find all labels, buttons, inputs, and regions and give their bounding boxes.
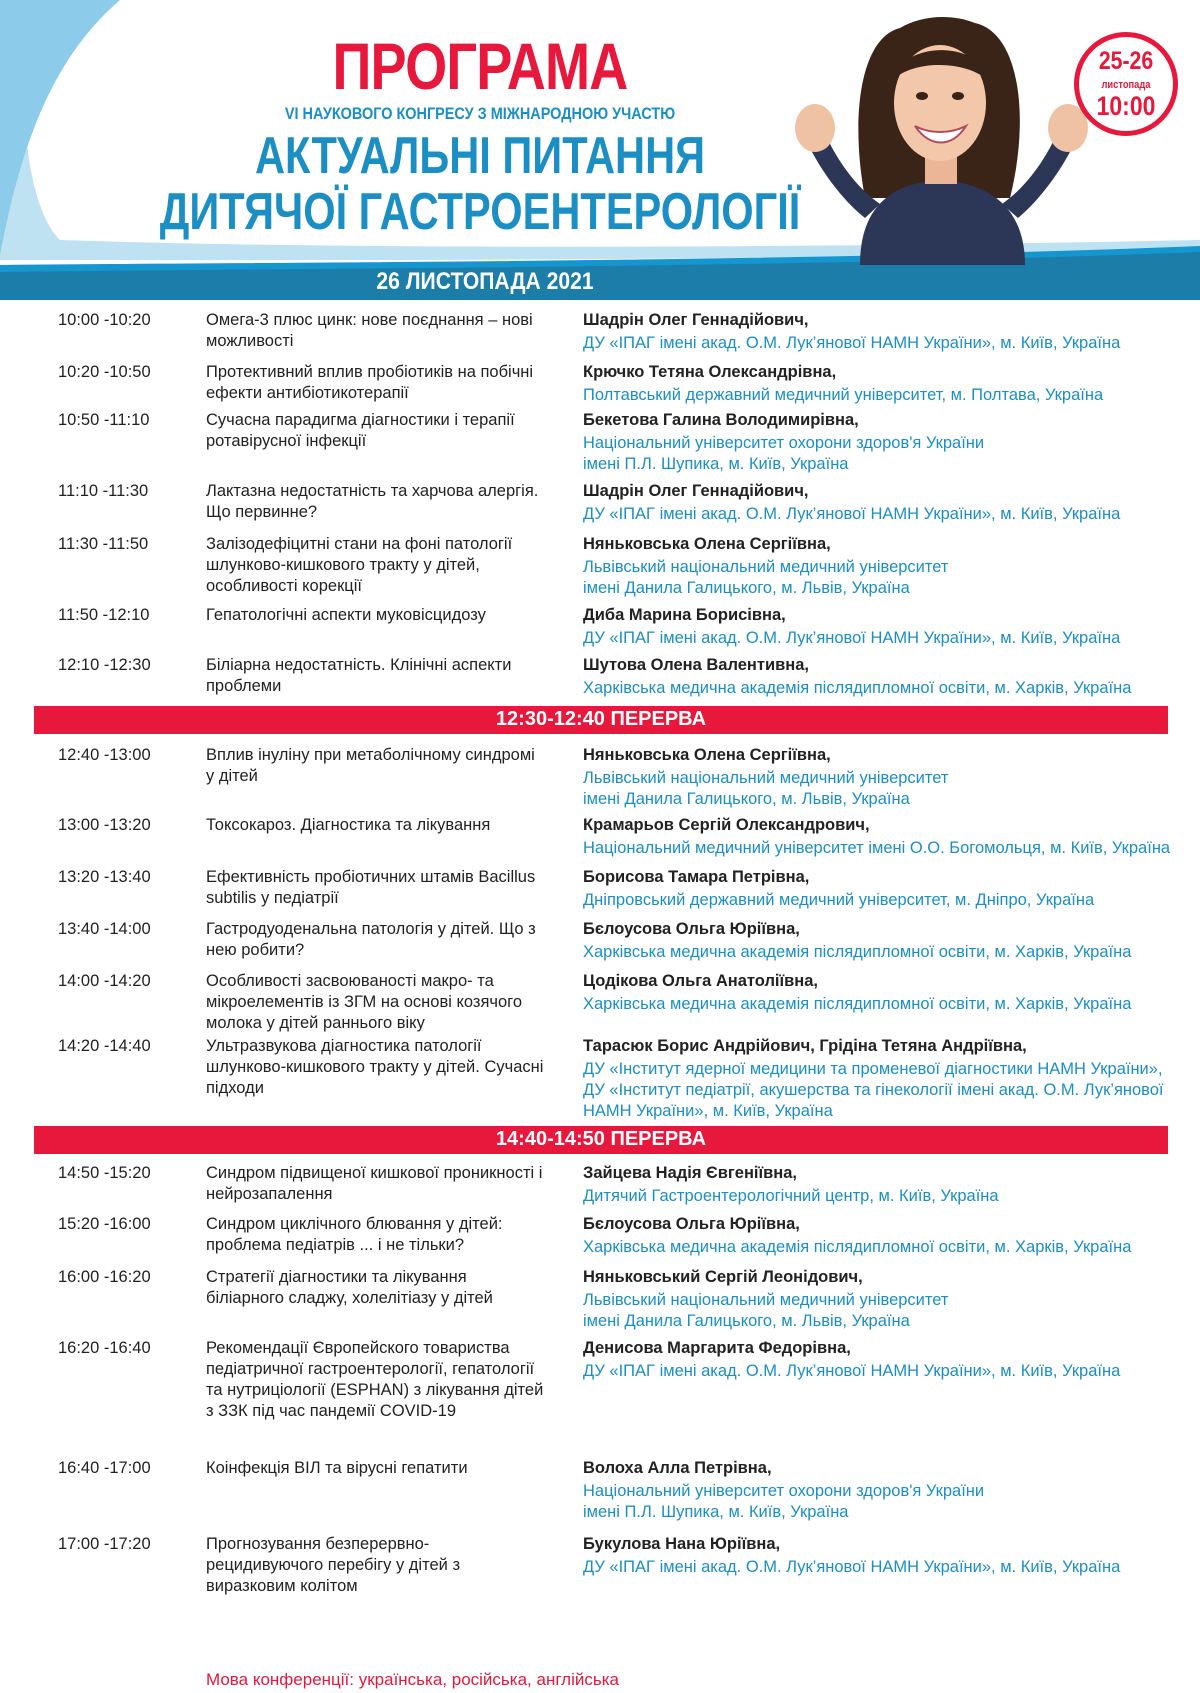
- session-affiliation: Харківська медична академія післядипломної освіти, м. Харків, Україна: [583, 1238, 1132, 1256]
- session-speaker: Няньковський Сергій Леонідович,: [583, 1268, 863, 1286]
- session-time: 12:10 -12:30: [58, 656, 151, 674]
- session-speaker: Няньковська Олена Сергіївна,: [583, 746, 831, 764]
- session-time: 12:40 -13:00: [58, 746, 151, 764]
- break-label: 12:30-12:40 ПЕРЕРВА: [495, 708, 707, 730]
- session-speaker: Цодікова Ольга Анатоліївна,: [583, 972, 819, 990]
- date-bar: 26 ЛИСТОПАДА 2021: [376, 268, 594, 295]
- break-label: 14:40-14:50 ПЕРЕРВА: [495, 1128, 707, 1150]
- date-badge: [1074, 32, 1178, 136]
- session-speaker: Крамарьов Сергій Олександрович,: [583, 816, 870, 834]
- session-topic: Ефективність пробіотичних штамів Bacillus subtilis у педіатрії: [206, 868, 536, 907]
- session-speaker: Шадрін Олег Геннадійович,: [583, 311, 809, 329]
- session-affiliation: Львівський національний медичний університет імені Данила Галицького, м. Львів, Україна: [583, 558, 949, 597]
- session-speaker: Букулова Нана Юріївна,: [583, 1535, 781, 1553]
- session-speaker: Тарасюк Борис Андрійович, Грідіна Тетяна Андріївна,: [583, 1037, 1027, 1055]
- session-speaker: Крючко Тетяна Олександрівна,: [583, 363, 837, 381]
- session-speaker: Бекетова Галина Володимирівна,: [583, 411, 859, 429]
- session-time: 14:00 -14:20: [58, 972, 151, 990]
- session-speaker: Зайцева Надія Євгеніївна,: [583, 1164, 798, 1182]
- session-time: 16:40 -17:00: [58, 1459, 151, 1477]
- header: [0, 0, 1200, 300]
- session-time: 11:30 -11:50: [58, 535, 149, 553]
- congress-main-title: [96, 128, 864, 240]
- session-topic: Коінфекція ВІЛ та вірусні гепатити: [206, 1459, 468, 1477]
- session-topic: Гепатологічні аспекти муковісцидозу: [206, 606, 486, 624]
- session-speaker: Волоха Алла Петрівна,: [583, 1459, 772, 1477]
- session-topic: Омега-3 плюс цинк: нове поєднання – нові можливості: [206, 311, 533, 350]
- session-affiliation: Дніпровський державний медичний університет, м. Дніпро, Україна: [583, 891, 1095, 909]
- session-affiliation: Національний університет охорони здоров'я України імені П.Л. Шупика, м. Київ, Україна: [583, 1482, 985, 1521]
- session-affiliation: Харківська медична академія післядипломної освіти, м. Харків, Україна: [583, 995, 1132, 1013]
- session-speaker: Диба Марина Борисівна,: [583, 606, 786, 624]
- session-topic: Сучасна парадигма діагностики і терапії ротавірусної інфекції: [206, 411, 515, 450]
- session-time: 16:00 -16:20: [58, 1268, 151, 1286]
- session-time: 13:00 -13:20: [58, 816, 151, 834]
- session-topic: Залізодефіцитні стани на фоні патології шлунково-кишкового тракту у дітей, особливості корекції: [206, 535, 513, 595]
- session-affiliation: Національний медичний університет імені О.О. Богомольця, м. Київ, Україна: [583, 839, 1171, 857]
- session-speaker: Бєлоусова Ольга Юріївна,: [583, 920, 800, 938]
- session-topic: Стратегії діагностики та лікування біліарного сладжу, холелітіазу у дітей: [206, 1268, 493, 1307]
- session-affiliation: ДУ «ІПАГ імені акад. О.М. Лук’янової НАМН України», м. Київ, Україна: [583, 1558, 1121, 1576]
- girl-photo-illustration: [780, 8, 1100, 265]
- session-topic: Особливості засвоюваності макро- та мікроелементів із ЗГМ на основі козячого молока у дітей раннього віку: [206, 972, 522, 1032]
- break-bar: [34, 706, 1168, 734]
- conference-languages: Мова конференції: українська, російська, англійська: [206, 1670, 619, 1689]
- session-time: 16:20 -16:40: [58, 1339, 151, 1357]
- session-speaker: Денисова Маргарита Федорівна,: [583, 1339, 851, 1357]
- session-affiliation: Полтавський державний медичний університет, м. Полтава, Україна: [583, 386, 1104, 404]
- badge-time: 10:00: [1096, 91, 1156, 121]
- session-affiliation: Харківська медична академія післядипломної освіти, м. Харків, Україна: [583, 679, 1132, 697]
- main-title-line-2: ДИТЯЧОЇ ГАСТРОЕНТЕРОЛОГІЇ: [159, 183, 801, 241]
- session-topic: Ультразвукова діагностика патології шлунково-кишкового тракту у дітей. Сучасні підходи: [206, 1037, 544, 1097]
- session-speaker: Борисова Тамара Петрівна,: [583, 868, 810, 886]
- session-topic: Прогнозування безперервно-рецидивуючого перебігу у дітей з виразковим колітом: [206, 1535, 461, 1595]
- session-time: 10:20 -10:50: [58, 363, 151, 381]
- session-topic: Рекомендації Європейского товариства педіатричної гастроентерології, гепатології та нутриціології (ESPHAN) з лікування дітей з ЗЗК під час пандемії COVID-19: [206, 1339, 544, 1420]
- session-topic: Гастродуоденальна патологія у дітей. Що з нею робити?: [206, 920, 536, 959]
- congress-subtitle: VI НАУКОВОГО КОНГРЕСУ З МІЖНАРОДНОЮ УЧАСТЮ: [284, 104, 676, 123]
- session-affiliation: ДУ «ІПАГ імені акад. О.М. Лук’янової НАМН України», м. Київ, Україна: [583, 1362, 1121, 1380]
- session-affiliation: ДУ «ІПАГ імені акад. О.М. Лук’янової НАМН України», м. Київ, Україна: [583, 334, 1121, 352]
- session-affiliation: Харківська медична академія післядипломної освіти, м. Харків, Україна: [583, 943, 1132, 961]
- badge-days: 25-26: [1098, 47, 1154, 75]
- badge-month: листопада: [1101, 79, 1151, 91]
- session-topic: Синдром підвищеної кишкової проникності і нейрозапалення: [206, 1164, 543, 1203]
- program-title: ПРОГРАМА: [332, 29, 628, 103]
- session-time: 17:00 -17:20: [58, 1535, 151, 1553]
- session-time: 15:20 -16:00: [58, 1215, 151, 1233]
- session-affiliation: Львівський національний медичний університет імені Данила Галицького, м. Львів, Україна: [583, 769, 949, 808]
- session-time: 14:20 -14:40: [58, 1037, 151, 1055]
- main-title-line-1: АКТУАЛЬНІ ПИТАННЯ: [254, 127, 706, 185]
- session-affiliation: Дитячий Гастроентерологічний центр, м. Київ, Україна: [583, 1187, 999, 1205]
- session-time: 11:10 -11:30: [58, 482, 149, 500]
- session-time: 10:00 -10:20: [58, 311, 151, 329]
- session-topic: Біліарна недостатність. Клінічні аспекти проблеми: [206, 656, 512, 695]
- session-speaker: Шутова Олена Валентивна,: [583, 656, 809, 674]
- session-time: 13:40 -14:00: [58, 920, 151, 938]
- session-speaker: Няньковська Олена Сергіївна,: [583, 535, 831, 553]
- session-topic: Протективний вплив пробіотиків на побічні ефекти антибіотикотерапії: [206, 363, 534, 402]
- session-topic: Вплив інуліну при метаболічному синдромі у дітей: [206, 746, 535, 785]
- session-time: 13:20 -13:40: [58, 868, 151, 886]
- session-speaker: Бєлоусова Ольга Юріївна,: [583, 1215, 800, 1233]
- session-topic: Синдром циклічного блювання у дітей: проблема педіатрів ... і не тільки?: [206, 1215, 503, 1254]
- session-affiliation: Національний університет охорони здоров'я України імені П.Л. Шупика, м. Київ, Україна: [583, 434, 985, 473]
- break-bar: [34, 1126, 1168, 1154]
- session-time: 11:50 -12:10: [58, 606, 150, 624]
- session-speaker: Шадрін Олег Геннадійович,: [583, 482, 809, 500]
- session-affiliation: ДУ «Інститут ядерної медицини та променевої діагностики НАМН України», ДУ «Інститут педіатрії, акушерства та гінекології імені акад. О.М. Лук’янової НАМН України», м. Київ, Україна: [583, 1060, 1164, 1120]
- session-affiliation: ДУ «ІПАГ імені акад. О.М. Лук’янової НАМН України», м. Київ, Україна: [583, 505, 1121, 523]
- session-time: 10:50 -11:10: [58, 411, 150, 429]
- session-topic: Токсокароз. Діагностика та лікування: [206, 816, 491, 834]
- session-time: 14:50 -15:20: [58, 1164, 151, 1182]
- session-affiliation: Львівський національний медичний університет імені Данила Галицького, м. Львів, Україна: [583, 1291, 949, 1330]
- session-topic: Лактазна недостатність та харчова алергія. Що первинне?: [206, 482, 539, 521]
- session-affiliation: ДУ «ІПАГ імені акад. О.М. Лук’янової НАМН України», м. Київ, Україна: [583, 629, 1121, 647]
